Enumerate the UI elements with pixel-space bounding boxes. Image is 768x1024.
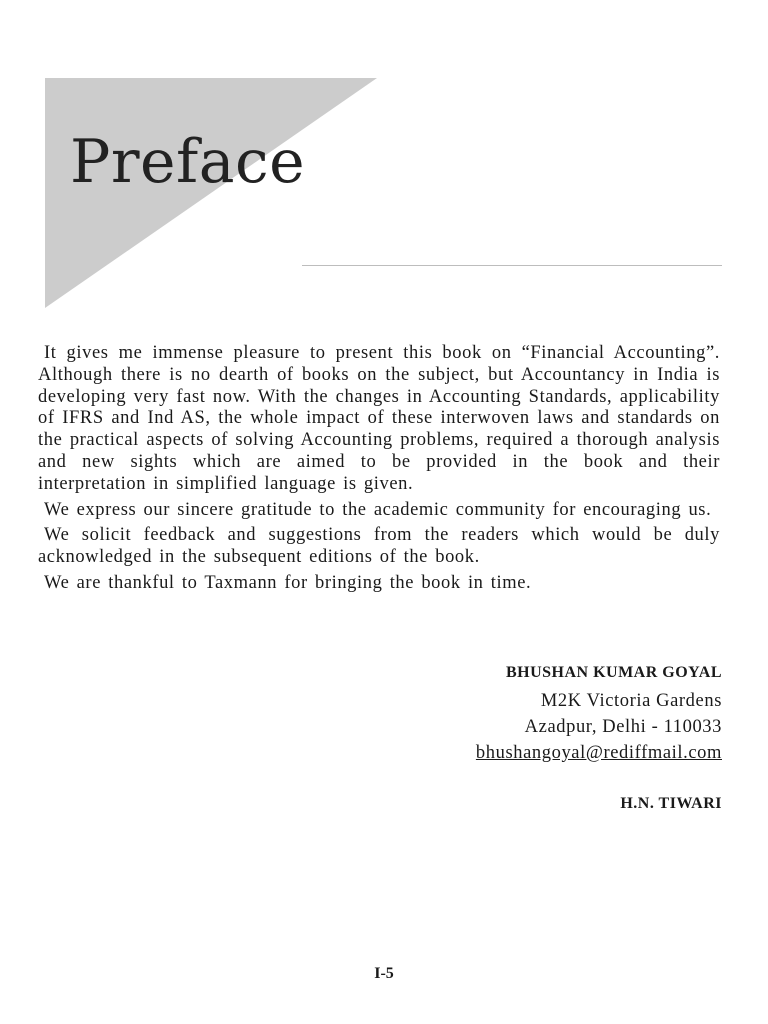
paragraph-intro: It gives me immense pleasure to present this book on “Financial Accounting”. Although there is no dearth of books on the subject, but Accountancy in India is developing very fast now. With the changes in Accounting Standards, applicability of IFRS and Ind AS, the whole impact of these interwoven laws and standards on the practical aspects of solving Accounting problems, required a thorough analysis and new sights which are aimed to be provided in the book and their interpretation in simplified language is given. bbox=[38, 343, 720, 494]
author-email-link[interactable]: bhushangoyal@rediffmail.com bbox=[475, 743, 722, 763]
paragraph-gratitude: We express our sincere gratitude to the academic community for encouraging us. bbox=[44, 499, 712, 520]
address-line-2: Azadpur, Delhi - 110033 bbox=[524, 717, 722, 737]
page-number: I-5 bbox=[374, 965, 394, 982]
preface-body bbox=[38, 343, 720, 599]
author-signature bbox=[476, 662, 722, 766]
paragraph-thanks: We are thankful to Taxmann for bringing the book in time. bbox=[44, 572, 532, 593]
address-line-1: M2K Victoria Gardens bbox=[540, 691, 722, 711]
author-name: BHUSHAN KUMAR GOYAL bbox=[505, 664, 722, 681]
paragraph-feedback: We solicit feedback and suggestions from the readers which would be duly acknowledged in the subsequent editions of the book. bbox=[38, 525, 720, 568]
heading-divider bbox=[302, 265, 722, 266]
co-author-name: H.N. TIWARI bbox=[620, 795, 722, 812]
page-title: Preface bbox=[70, 127, 306, 197]
